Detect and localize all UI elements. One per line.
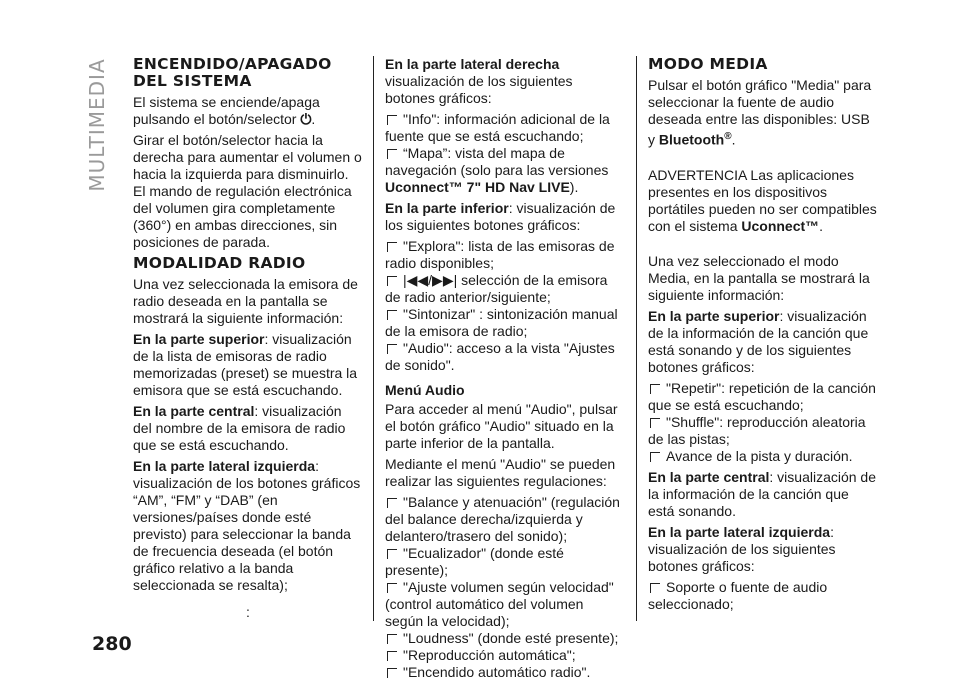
bullet-icon: [387, 634, 397, 644]
list-item: "Repetir": repetición de la canción que se está escuchando;: [648, 379, 876, 413]
list-item: "Audio": acceso a la vista "Ajustes de sonido".: [385, 340, 615, 373]
paragraph: Una vez seleccionado el modo Media, en la pantalla se mostrará la siguiente información:: [648, 252, 870, 303]
paragraph: En la parte central: visualización del nombre de la emisora de radio que se está escuchando.: [133, 403, 346, 453]
paragraph: En la parte superior: visualización de la información de la canción que está sonando y de los siguientes botones gráficos:: [648, 307, 869, 375]
bullet-icon: [650, 418, 660, 428]
paragraph: Para acceder al menú "Audio", pulsar el botón gráfico "Audio" situado en la parte inferior de la pantalla.: [385, 401, 618, 451]
bullet-icon: [650, 583, 660, 593]
page-number: 280: [92, 633, 132, 655]
bullet-icon: [387, 344, 397, 354]
paragraph: Uconnect™ 7" HD Nav LIVE).: [385, 179, 579, 195]
bullet-icon: [650, 452, 660, 462]
bullet-icon: [387, 149, 397, 159]
bullet-icon: [387, 583, 397, 593]
column-1: [133, 56, 363, 621]
paragraph: En la parte central: visualización de la información de la canción que está sonando.: [648, 468, 877, 519]
bullet-icon: [650, 384, 660, 394]
paragraph: En la parte superior: visualización de la lista de emisoras de radio memorizadas (preset) se muestra la emisora que se está escuchando.: [133, 331, 358, 398]
section-side-label: MULTIMEDIA: [85, 58, 109, 192]
heading-radio: MODALIDAD RADIO: [133, 254, 306, 272]
column-3: [648, 56, 878, 613]
list-item: "Ecualizador" (donde esté presente);: [385, 545, 564, 578]
heading-menu-audio: Menú Audio: [385, 382, 465, 398]
list-item: Avance de la pista y duración.: [648, 448, 878, 465]
power-knob-icon: ⏻: [300, 111, 312, 127]
list-item: "Sintonizar" : sintonización manual de la emisora de radio;: [385, 306, 618, 339]
paragraph: Una vez seleccionada la emisora de radio deseada en la pantalla se mostrará la siguiente información:: [133, 276, 358, 326]
list-item: "Balance y atenuación" (regulación del balance derecha/izquierda y delantero/trasero del sonido);: [385, 494, 620, 544]
bullet-icon: [387, 668, 397, 678]
paragraph: En la parte inferior: visualización de los siguientes botones gráficos:: [385, 200, 616, 233]
list-item: "Ajuste volumen según velocidad" (control automático del volumen según la velocidad);: [385, 579, 614, 629]
paragraph: ADVERTENCIA Las aplicaciones presentes en los dispositivos portátiles pueden no ser compatibles con el sistema Uconnect™.: [648, 166, 877, 234]
bullet-icon: [387, 549, 397, 559]
colon-mark: :: [246, 604, 250, 620]
bullet-icon: [387, 651, 397, 661]
paragraph: Mediante el menú "Audio" se pueden realizar las siguientes regulaciones:: [385, 456, 616, 489]
list-item: "Encendido automático radio".: [385, 664, 625, 681]
list-item: |◀◀/▶▶| selección de la emisora de radio anterior/siguiente;: [385, 272, 608, 305]
list-item: "Explora": lista de las emisoras de radio disponibles;: [385, 238, 615, 271]
heading-encendido: ENCENDIDO/APAGADO DEL SISTEMA: [133, 55, 332, 90]
column-divider: [373, 56, 374, 621]
paragraph: En la parte lateral derecha visualización de los siguientes botones gráficos:: [385, 56, 573, 106]
bullet-icon: [387, 242, 397, 252]
list-item: "Shuffle": reproducción aleatoria de las pistas;: [648, 413, 866, 447]
list-item: "Info": información adicional de la fuente que se está escuchando;: [385, 111, 610, 144]
bullet-icon: [387, 498, 397, 508]
paragraph: En la parte lateral izquierda: visualización de los siguientes botones gráficos:: [648, 523, 836, 574]
paragraph: Girar el botón/selector hacia la derecha para aumentar el volumen o hacia la izquierda para disminuirlo. El mando de regulación electrónica del volumen gira completamente (360°) en ambas direcciones, sin posiciones de parada.: [133, 132, 362, 250]
list-item: "Reproducción automática";: [385, 647, 625, 664]
list-item: Soporte o fuente de audio seleccionado;: [648, 578, 828, 612]
paragraph: En la parte lateral izquierda: visualización de los botones gráficos “AM”, “FM” y “DAB” (en versiones/países donde esté previsto) para seleccionar la banda de frecuencia deseada (el botón gráfico relativo a la banda seleccionada se resalta);: [133, 458, 361, 593]
column-2: [385, 56, 625, 681]
list-item: “Mapa”: vista del mapa de navegación (solo para las versiones: [385, 145, 609, 178]
column-divider: [636, 56, 637, 621]
bullet-icon: [387, 115, 397, 125]
bullet-icon: [387, 276, 397, 286]
list-item: "Loudness" (donde esté presente);: [385, 630, 625, 647]
heading-modo-media: MODO MEDIA: [648, 55, 768, 73]
bullet-icon: [387, 310, 397, 320]
paragraph: El sistema se enciende/apaga pulsando el botón/selector ⏻.: [133, 94, 320, 127]
paragraph: Pulsar el botón gráfico "Media" para seleccionar la fuente de audio deseada entre las disponibles: USB y Bluetooth®.: [648, 77, 872, 148]
